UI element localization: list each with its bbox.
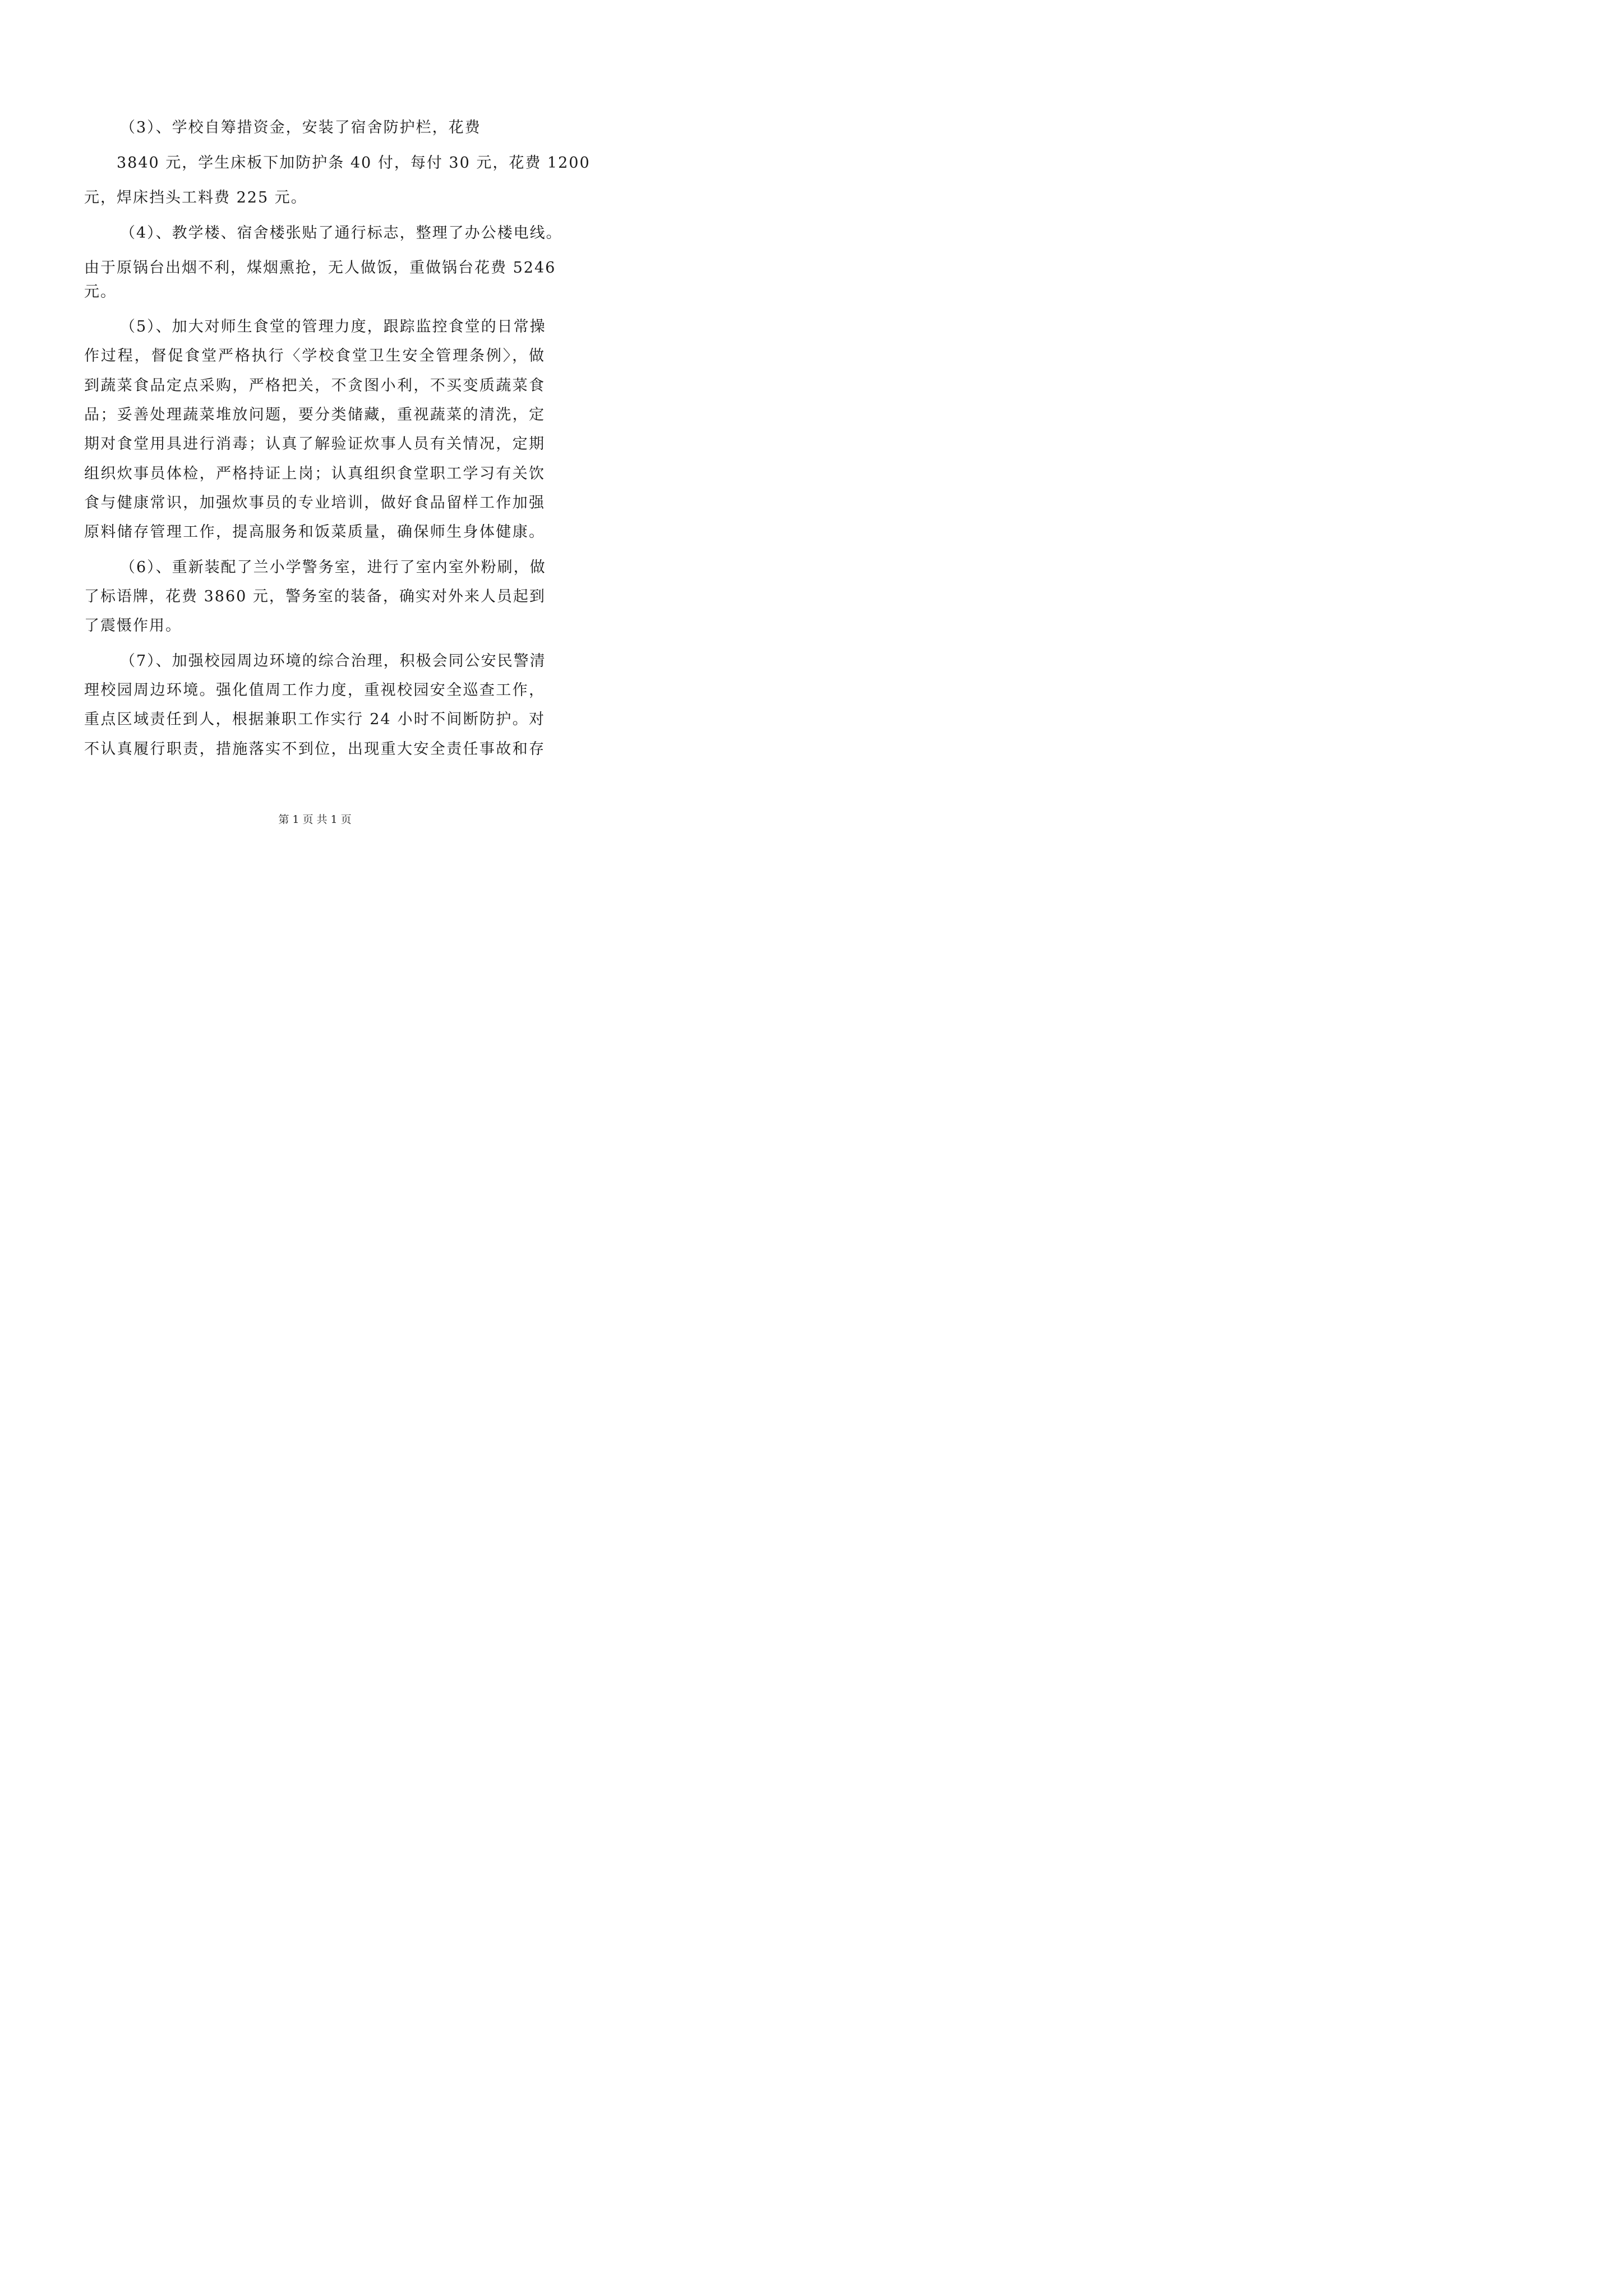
paragraph-5-line-8: 原料储存管理工作，提高服务和饭菜质量，确保师生身体健康。 (84, 523, 545, 541)
paragraph-3-line-2: 3840 元，学生床板下加防护条 40 付，每付 30 元，花费 1200 (117, 154, 591, 172)
paragraph-4-line-3: 元。 (84, 283, 117, 301)
paragraph-3-line-3: 元，焊床挡头工料费 225 元。 (84, 189, 307, 206)
paragraph-7-line-1: （7）、加强校园周边环境的综合治理，积极会同公安民警清 (120, 652, 546, 670)
paragraph-5-line-7: 食与健康常识，加强炊事员的专业培训，做好食品留样工作加强 (84, 494, 545, 512)
paragraph-5-line-4: 品；妥善处理蔬菜堆放问题，要分类储藏，重视蔬菜的清洗，定 (84, 406, 545, 424)
paragraph-6-line-3: 了震慑作用。 (84, 617, 182, 634)
paragraph-7-line-2: 理校园周边环境。强化值周工作力度，重视校园安全巡查工作， (84, 682, 545, 699)
paragraph-5-line-5: 期对食堂用具进行消毒；认真了解验证炊事人员有关情况，定期 (84, 435, 545, 453)
paragraph-5-line-2: 作过程，督促食堂严格执行〈学校食堂卫生安全管理条例〉，做 (84, 347, 545, 365)
paragraph-3-line-1: （3）、学校自筹措资金，安装了宿舍防护栏，花费 (120, 119, 481, 136)
paragraph-6-line-2: 了标语牌，花费 3860 元，警务室的装备，确实对外来人员起到 (84, 588, 546, 605)
paragraph-5-line-3: 到蔬菜食品定点采购，严格把关，不贪图小利，不买变质蔬菜食 (84, 377, 545, 394)
paragraph-4-line-1: （4）、教学楼、宿舍楼张贴了通行标志，整理了办公楼电线。 (120, 224, 562, 242)
paragraph-5-line-6: 组织炊事员体检，严格持证上岗；认真组织食堂职工学习有关饮 (84, 465, 545, 482)
paragraph-7-line-4: 不认真履行职责，措施落实不到位，出现重大安全责任事故和存 (84, 740, 545, 758)
paragraph-7-line-3: 重点区域责任到人，根据兼职工作实行 24 小时不间断防护。对 (84, 711, 545, 728)
page-number-footer: 第 1 页 共 1 页 (278, 813, 352, 826)
paragraph-5-line-1: （5）、加大对师生食堂的管理力度，跟踪监控食堂的日常操 (120, 318, 546, 335)
document-page (0, 0, 630, 890)
paragraph-4-line-2: 由于原锅台出烟不利，煤烟熏抢，无人做饭，重做锅台花费 5246 (84, 259, 556, 277)
paragraph-6-line-1: （6）、重新装配了兰小学警务室，进行了室内室外粉刷，做 (120, 559, 546, 576)
